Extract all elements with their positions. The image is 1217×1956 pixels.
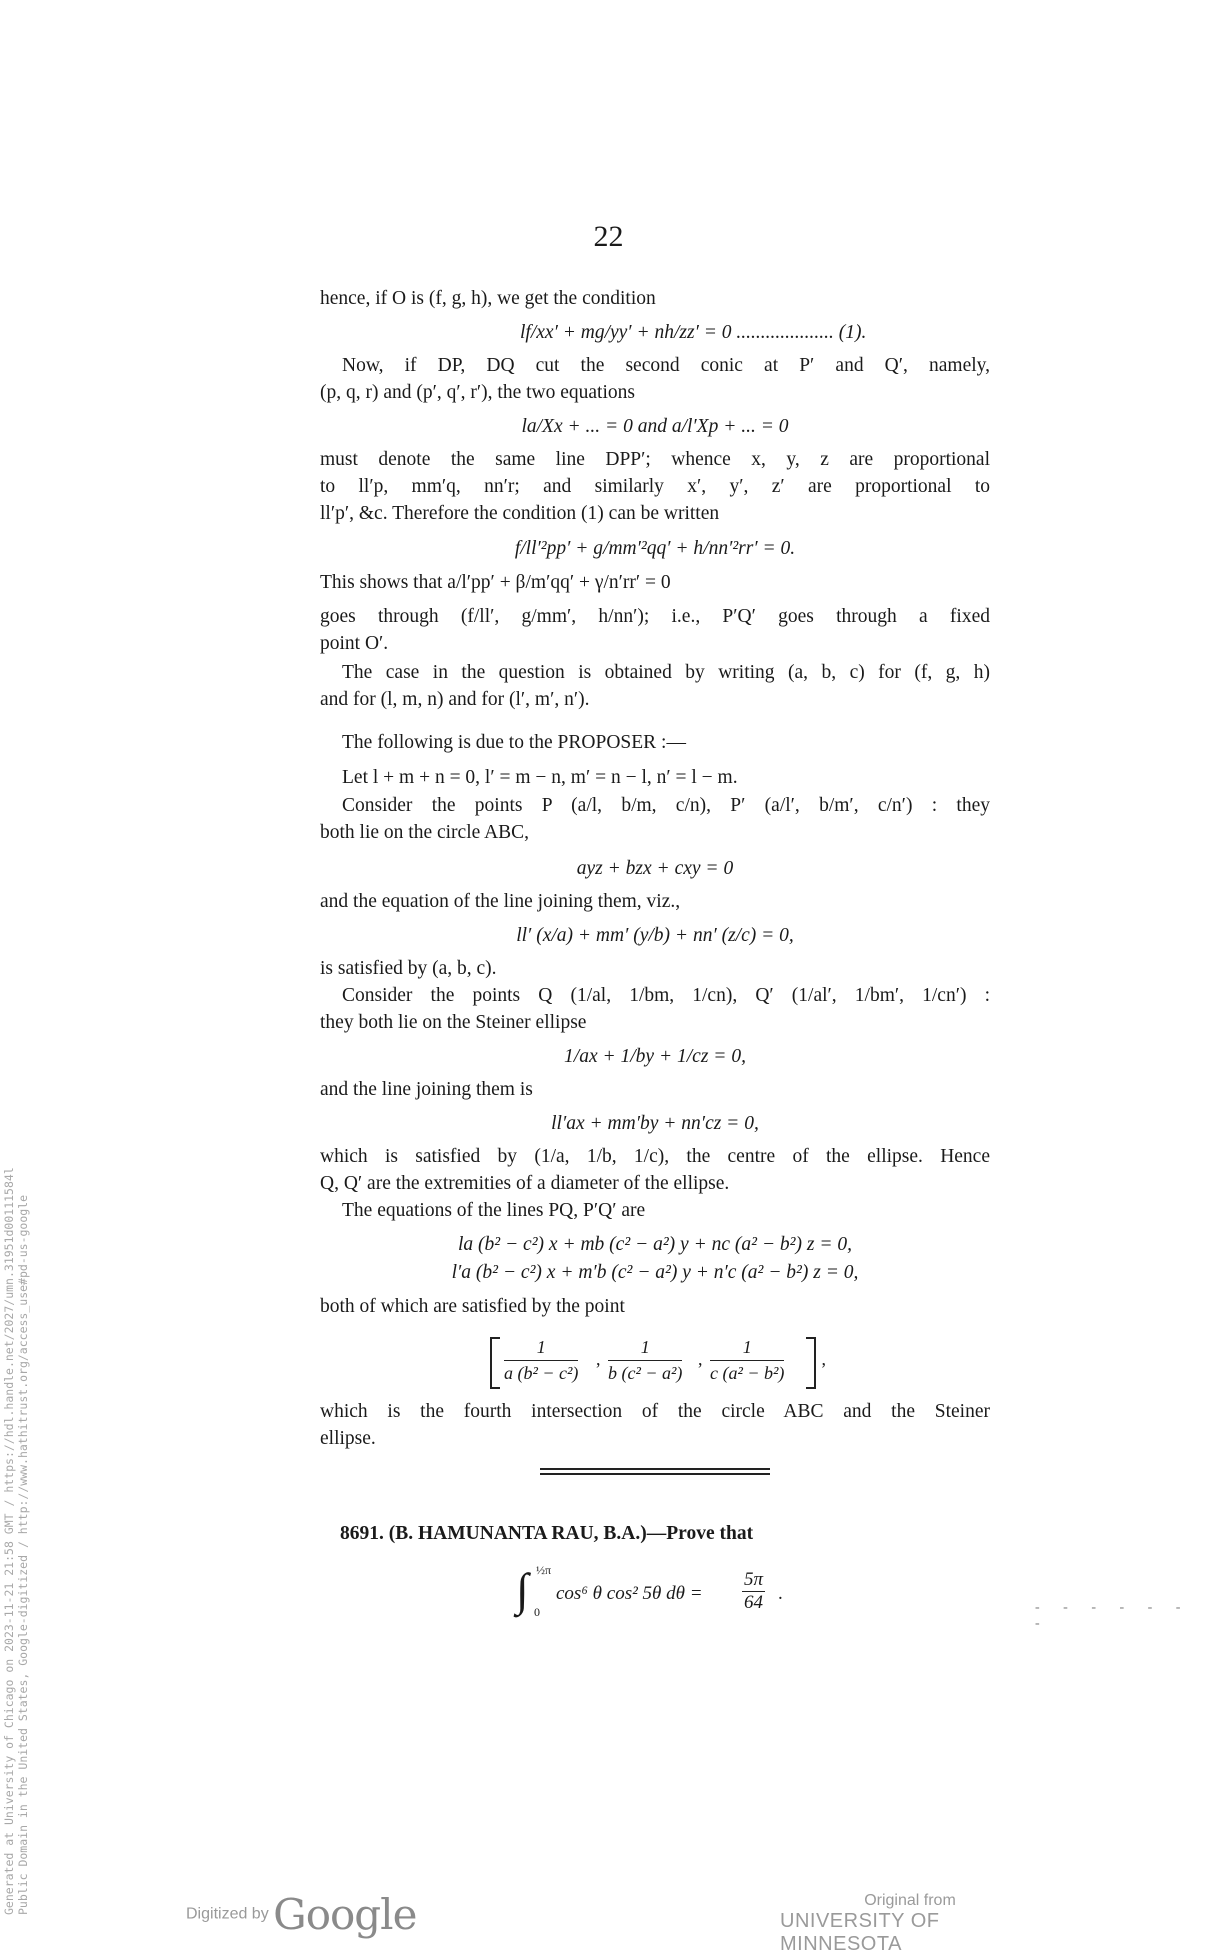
text-line: ellipse. (320, 1428, 376, 1449)
scan-specks: - - - - - - - (1035, 1600, 1191, 1631)
equation: ll′ax + mm′by + nn′cz = 0, (551, 1113, 759, 1134)
original-from (780, 1892, 1040, 1956)
page-number: 22 (593, 220, 624, 253)
text-line: which is satisfied by (1/a, 1/b, 1/c), the centre of the ellipse. Hence (320, 1146, 990, 1167)
equation-1: lf/xx′ + mg/yy′ + nh/zz′ = 0 .................... (1). (520, 322, 867, 343)
equation: ll′ (x/a) + mm′ (y/b) + nn′ (z/c) = 0, (516, 925, 794, 946)
integrand: cos⁶ θ cos² 5θ dθ = (556, 1583, 703, 1604)
period: . (778, 1583, 783, 1604)
text-line: (p, q, r) and (p′, q′, r′), the two equations (320, 382, 635, 403)
equation: f/ll′²pp′ + g/mm′²qq′ + h/nn′²rr′ = 0. (514, 538, 796, 559)
text-line: Consider the points P (a/l, b/m, c/n), P′ (a/l′, b/m′, c/n′) : they (342, 795, 990, 816)
text-line: must denote the same line DPP′; whence x, y, z are proportional (320, 449, 990, 470)
fraction (608, 1337, 682, 1384)
problem-heading: 8691. (B. HAMUNANTA RAU, B.A.)—Prove that (340, 1523, 754, 1544)
text-line: and the line joining them is (320, 1079, 533, 1100)
integral-expression (516, 1565, 816, 1625)
numerator: 1 (710, 1337, 784, 1361)
text-line: point O′. (320, 633, 389, 654)
text-line: This shows that a/l′pp′ + β/m′qq′ + γ/n′rr′ = 0 (320, 572, 671, 593)
denominator: b (c² − a²) (608, 1363, 683, 1383)
text-line: and the equation of the line joining them, viz., (320, 891, 681, 912)
numerator: 1 (608, 1337, 682, 1361)
text-line: Q, Q′ are the extremities of a diameter of the ellipse. (320, 1173, 730, 1194)
integral-upper-limit: ½π (536, 1563, 552, 1577)
denominator: a (b² − c²) (504, 1363, 579, 1383)
watermark-line-2: Public Domain in the United States, Google-digitized / http://www.hathitrust.org/access_use#pd-us-google (16, 1194, 30, 1915)
result-fraction (742, 1569, 765, 1614)
text-line: hence, if O is (f, g, h), we get the condition (320, 288, 656, 309)
text-line: Now, if DP, DQ cut the second conic at P′ and Q′, namely, (342, 355, 990, 376)
comma: , (821, 1349, 826, 1369)
text-line: The equations of the lines PQ, P′Q′ are (342, 1200, 646, 1221)
text-line: which is the fourth intersection of the circle ABC and the Steiner (320, 1401, 990, 1422)
watermark-line-1: Generated at University of Chicago on 2023-11-21 21:58 GMT / https://hdl.handle.net/2027/umn.31951d00111584l (2, 1167, 16, 1915)
digitized-by-google (186, 1890, 416, 1939)
hathitrust-watermark (2, 955, 30, 1915)
text-line: and for (l, m, n) and for (l′, m′, n′). (320, 689, 590, 710)
integral-lower-limit: 0 (534, 1605, 540, 1619)
result-numerator: 5π (744, 1569, 764, 1590)
fraction (504, 1337, 578, 1384)
equation: ayz + bzx + cxy = 0 (576, 858, 734, 879)
equation: l′a (b² − c²) x + m′b (c² − a²) y + n′c (a² − b²) z = 0, (451, 1262, 859, 1283)
right-bracket (806, 1337, 816, 1389)
result-denominator: 64 (744, 1592, 764, 1613)
denominator: c (a² − b²) (710, 1363, 785, 1383)
text-line: Let l + m + n = 0, l′ = m − n, m′ = n − l, n′ = l − m. (342, 767, 738, 788)
proposer-heading: The following is due to the PROPOSER :— (342, 732, 686, 753)
point-coordinates (490, 1337, 830, 1389)
text-line: to ll′p, mm′q, nn′r; and similarly x′, y′, z′ are proportional to (320, 476, 990, 497)
section-divider (540, 1473, 770, 1475)
left-bracket (490, 1337, 500, 1389)
text-line: is satisfied by (a, b, c). (320, 958, 497, 979)
google-logo: Google (273, 1890, 417, 1939)
text-line: goes through (f/ll′, g/mm′, h/nn′); i.e., P′Q′ goes through a fixed (320, 606, 990, 627)
equation: la/Xx + ... = 0 and a/l′Xp + ... = 0 (521, 416, 789, 437)
text-line: both lie on the circle ABC, (320, 822, 530, 843)
text-line: ll′p′, &c. Therefore the condition (1) can be written (320, 503, 720, 524)
comma: , (596, 1349, 601, 1369)
text-line: Consider the points Q (1/al, 1/bm, 1/cn), Q′ (1/al′, 1/bm′, 1/cn′) : (342, 985, 990, 1006)
text-line: both of which are satisfied by the point (320, 1296, 625, 1317)
equation: la (b² − c²) x + mb (c² − a²) y + nc (a² − b²) z = 0, (458, 1234, 852, 1255)
comma: , (698, 1349, 703, 1369)
text-line: they both lie on the Steiner ellipse (320, 1012, 587, 1033)
numerator: 1 (504, 1337, 578, 1361)
fraction (710, 1337, 784, 1384)
original-from-label: Original from (864, 1892, 956, 1909)
integral-sign: ∫ (516, 1564, 529, 1615)
section-divider (540, 1468, 770, 1470)
text-line: The case in the question is obtained by writing (a, b, c) for (f, g, h) (342, 662, 990, 683)
digitized-by-label: Digitized by (186, 1905, 269, 1923)
equation: 1/ax + 1/by + 1/cz = 0, (564, 1046, 746, 1067)
university-name: UNIVERSITY OF MINNESOTA (780, 1910, 940, 1955)
